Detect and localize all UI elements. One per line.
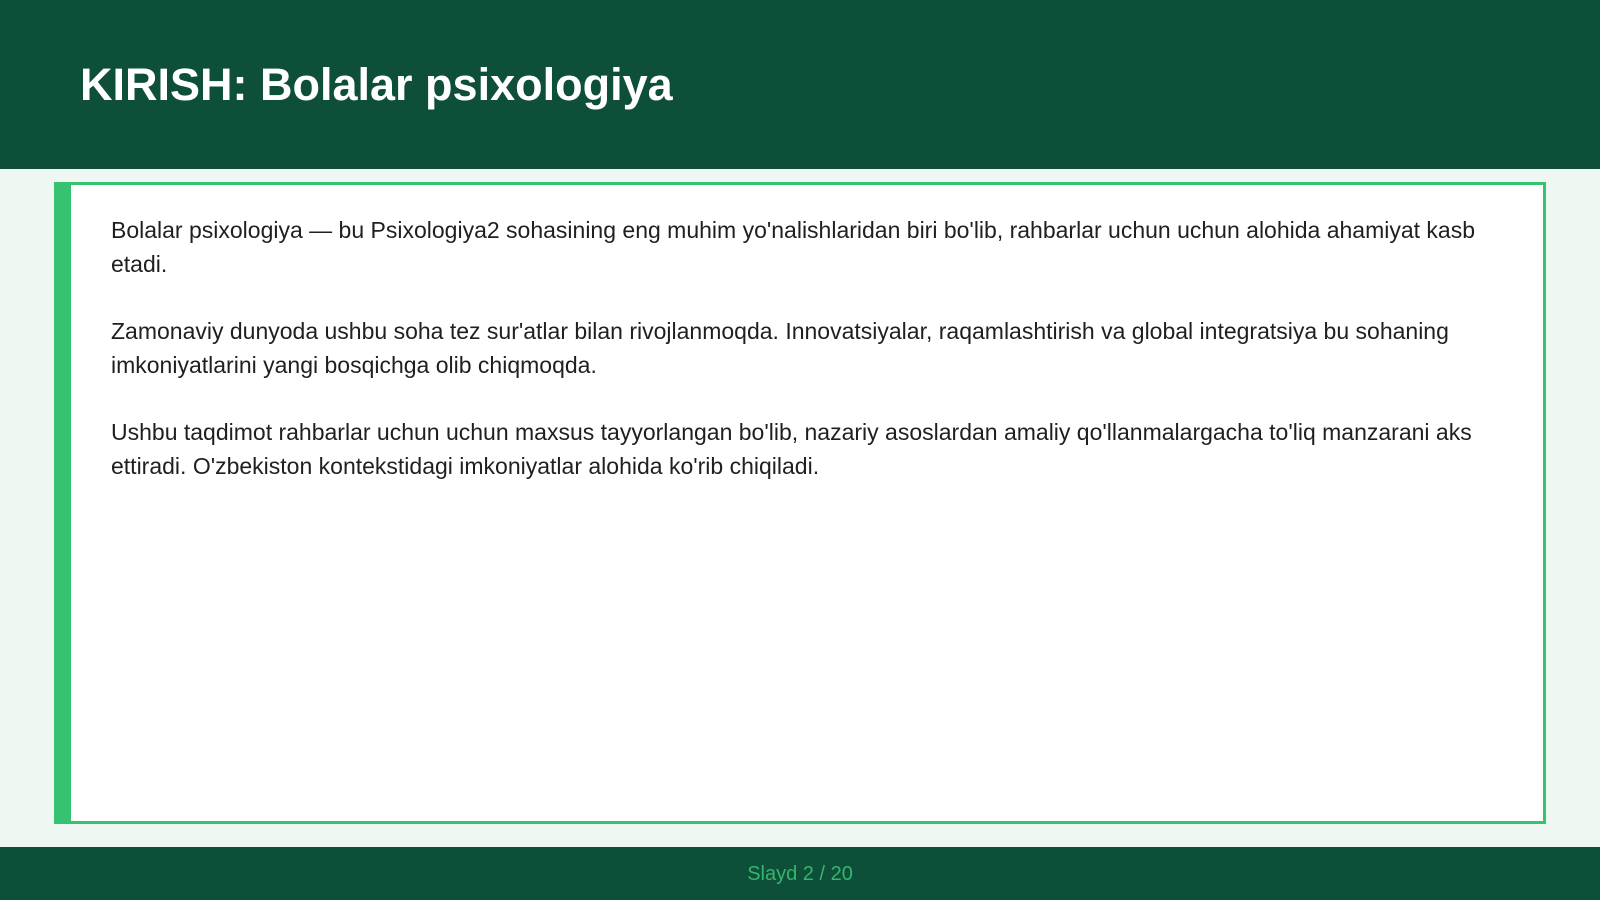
content-card (54, 182, 1546, 824)
content-paragraph: Ushbu taqdimot rahbarlar uchun uchun maxsus tayyorlangan bo'lib, nazariy asoslardan amaliy qo'llanmalargacha to'liq manzarani aks ettiradi. O'zbekiston kontekstidagi imkoniyatlar alohida ko'rib chiqiladi. (111, 419, 1472, 479)
content-paragraph: Bolalar psixologiya — bu Psixologiya2 sohasining eng muhim yo'nalishlaridan biri bo'lib, rahbarlar uchun uchun alohida ahamiyat kasb etadi. (111, 217, 1476, 277)
slide-counter: Slayd 2 / 20 (747, 863, 853, 885)
content-paragraph: Zamonaviy dunyoda ushbu soha tez sur'atlar bilan rivojlanmoqda. Innovatsiyalar, raqamlashtirish va global integratsiya bu sohaning imkoniyatlarini yangi bosqichga olib chiqmoqda. (111, 318, 1449, 378)
slide-header (0, 0, 1600, 169)
slide-title: KIRISH: Bolalar psixologiya (80, 59, 673, 110)
content-body (111, 213, 1503, 516)
slide-footer (0, 847, 1600, 900)
